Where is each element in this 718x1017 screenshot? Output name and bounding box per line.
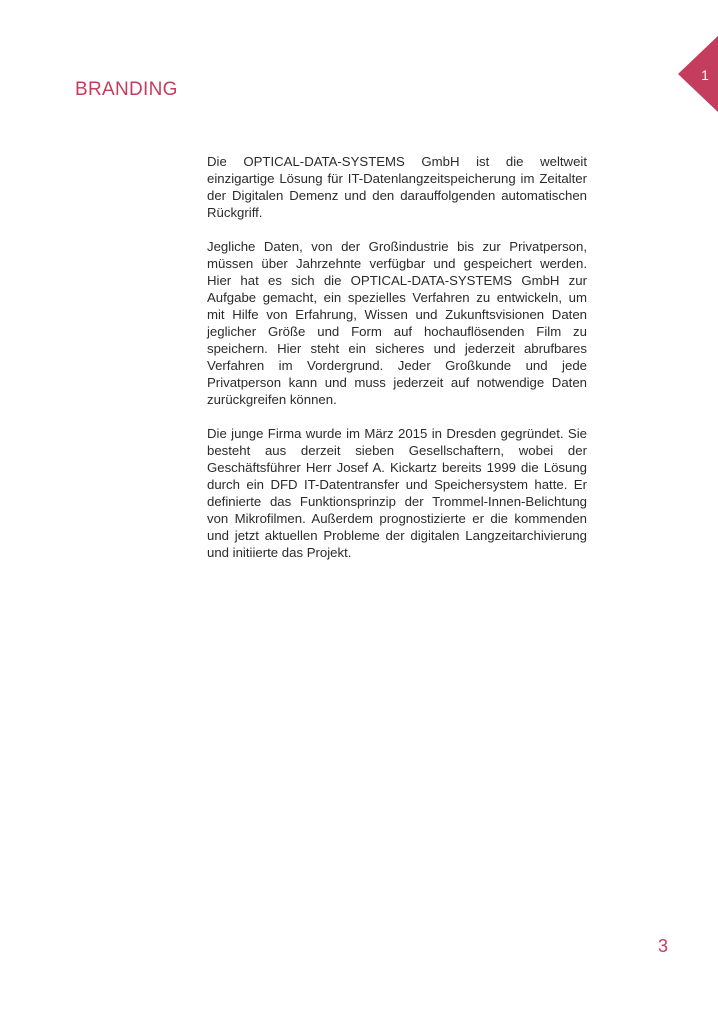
- section-number: 1: [701, 67, 709, 83]
- page-number: 3: [657, 936, 668, 956]
- paragraph-intro: Die OPTICAL-DATA-SYSTEMS GmbH ist die weltweit einzigartige Lösung für IT-Datenlangzeitspeicherung im Zeitalter der Digitalen Demenz und den darauffolgenden automatischen Rückgriff.: [207, 154, 587, 220]
- body-text: [207, 153, 587, 578]
- paragraph-company-history: Die junge Firma wurde im März 2015 in Dresden gegründet. Sie besteht aus derzeit sieben Gesellschaftern, wobei der Geschäftsführer Herr Josef A. Kickartz bereits 1999 die Lösung durch ein DFD IT-Datentransfer und Speichersystem hatte. Er definierte das Funktionsprinzip der Trommel-Innen-Belichtung von Mikrofilmen. Außerdem prognostizierte er die kommenden und jetzt aktuellen Probleme der digitalen Langzeitarchivierung und initiierte das Projekt.: [207, 426, 587, 560]
- paragraph-data-storage: Jegliche Daten, von der Großindustrie bis zur Privatperson, müssen über Jahrzehnte verfügbar und gespeichert werden. Hier hat es sich die OPTICAL-DATA-SYSTEMS GmbH zur Aufgabe gemacht, ein spezielles Verfahren zu entwickeln, um mit Hilfe von Erfahrung, Wissen und Zukunftsvisionen Daten jeglicher Größe und Form auf hochauflösenden Film zu speichern. Hier steht ein sicheres und jederzeit abrufbares Verfahren im Vordergrund. Jeder Großkunde und jede Privatperson kann und muss jederzeit auf notwendige Daten zurückgreifen können.: [207, 239, 587, 407]
- section-title: BRANDING: [75, 79, 178, 100]
